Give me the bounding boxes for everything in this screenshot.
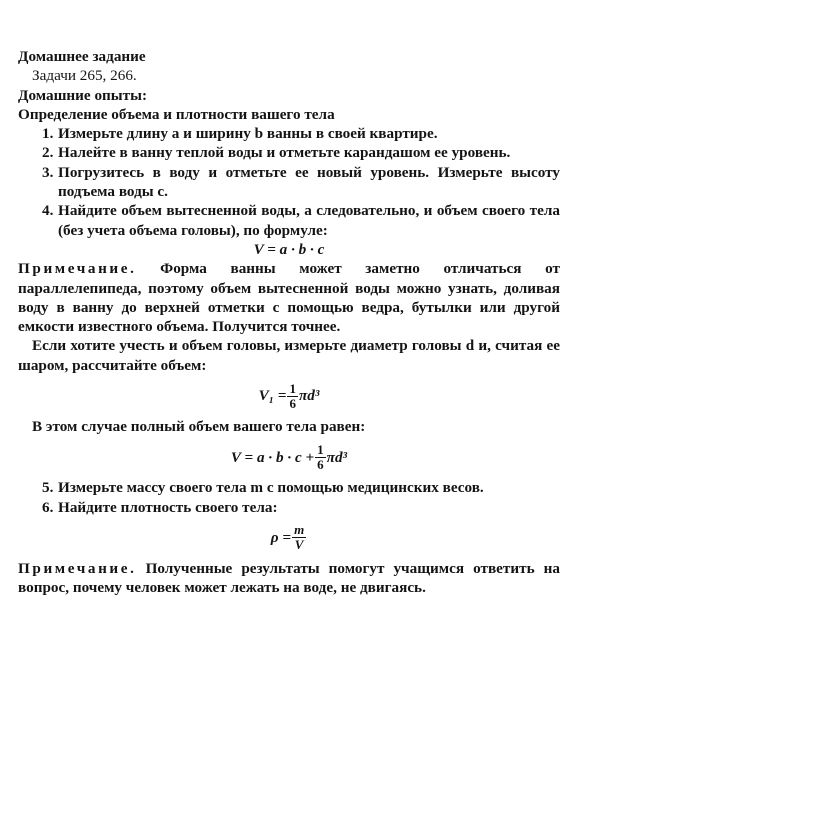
- note-text: Форма ванны может заметно отличаться от параллелепипеда, поэтому объем вытесненной воды можно узнать, доливая воду в ванну до верхней отметки с помощью ведра, бутылки или другой емкости известного объема. Получится точнее.: [18, 260, 560, 336]
- note-text: Полученные результаты помогут учащимся ответить на вопрос, почему человек может лежать на воде, не двигаясь.: [18, 559, 560, 597]
- list-item: [18, 201, 560, 240]
- formula-lhs: ρ =: [270, 529, 292, 547]
- list-item: [18, 478, 560, 497]
- step-number: 5.: [42, 479, 54, 497]
- list-item: [18, 143, 560, 162]
- formula-lhs: V = a · b · c +: [230, 448, 315, 466]
- step-text: Найдите плотность своего тела:: [58, 498, 278, 516]
- note-label: Примечание.: [18, 260, 137, 278]
- list-item: [18, 124, 560, 143]
- step-text: Измерьте массу своего тела m с помощью медицинских весов.: [58, 479, 484, 497]
- step-number: 6.: [42, 498, 54, 516]
- fraction-numerator: m: [294, 522, 305, 538]
- step-number: 2.: [42, 144, 54, 162]
- fraction: [292, 523, 306, 552]
- note-2: [18, 559, 560, 598]
- step-text: Измерьте длину a и ширину b ванны в своей квартире.: [58, 125, 438, 143]
- experiments-title: Домашние опыты:: [18, 86, 148, 104]
- step-number: 1.: [42, 125, 54, 143]
- fraction-numerator: 1: [289, 380, 296, 396]
- experiments-subtitle: Определение объема и плотности вашего тела: [18, 105, 335, 123]
- formula-density: [18, 517, 560, 559]
- steps-list: [18, 124, 560, 240]
- formula-tail: πd³: [298, 387, 320, 405]
- fraction: [315, 443, 326, 472]
- homework-title: Домашнее задание: [18, 48, 146, 65]
- step-text: Налейте в ванну теплой воды и отметьте карандашом ее уровень.: [58, 144, 511, 162]
- note-label: Примечание.: [18, 559, 137, 577]
- formula-total-volume: [18, 436, 560, 478]
- list-item: [18, 498, 560, 517]
- fraction: [287, 382, 298, 411]
- note-1: [18, 259, 560, 336]
- document-body: [18, 47, 560, 598]
- formula-volume-body: V = a · b · c: [253, 240, 325, 258]
- fraction-denominator: V: [294, 537, 304, 553]
- head-volume-text: Если хотите учесть и объем головы, измерьте диаметр головы d и, считая ее шаром, рассчитайте объем:: [18, 337, 560, 374]
- step-text: Найдите объем вытесненной воды, а следовательно, и объем своего тела (без учета объема головы), по формуле:: [58, 202, 560, 239]
- total-volume-text: В этом случае полный объем вашего тела равен:: [32, 418, 366, 436]
- fraction-denominator: 6: [317, 456, 324, 472]
- step-text: Погрузитесь в воду и отметьте ее новый уровень. Измерьте высоту подъема воды c.: [58, 163, 560, 201]
- formula-tail: πd³: [326, 448, 348, 466]
- formula-head-volume: [18, 375, 560, 417]
- list-item: [18, 163, 560, 202]
- formula-lhs: V₁ =: [258, 387, 287, 405]
- fraction-numerator: 1: [317, 441, 324, 457]
- step-number: 3.: [42, 163, 54, 181]
- step-number: 4.: [42, 202, 54, 220]
- homework-tasks: Задачи 265, 266.: [32, 67, 137, 85]
- fraction-denominator: 6: [289, 395, 296, 411]
- steps-list-2: [18, 478, 560, 517]
